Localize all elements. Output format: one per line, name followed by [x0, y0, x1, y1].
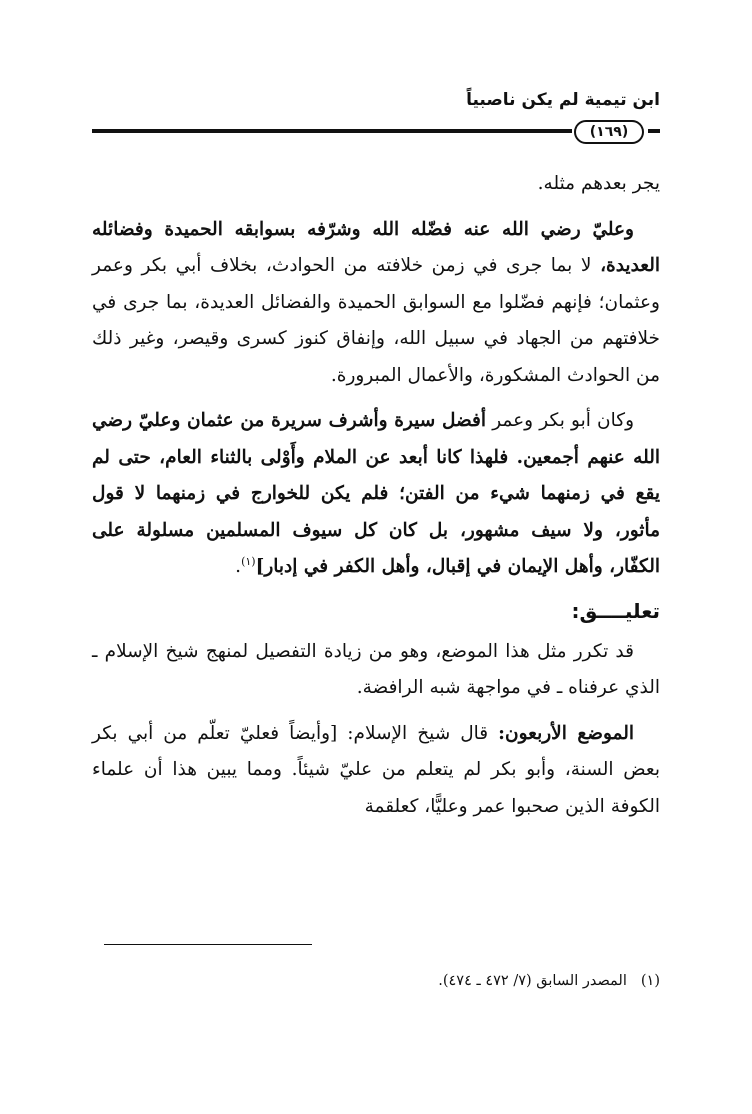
paragraph-3 — [92, 403, 660, 586]
paragraph-2 — [92, 212, 660, 395]
footnote — [438, 970, 660, 992]
page-number: (١٦٩) — [574, 120, 644, 144]
paragraph-1-text: يجر بعدهم مثله. — [537, 173, 660, 194]
header-rule-line — [92, 129, 572, 133]
header-rule-stub — [648, 129, 660, 133]
body-text — [92, 166, 660, 825]
paragraph-4 — [92, 634, 660, 707]
paragraph-3-lead: وكان أبو بكر وعمر — [486, 410, 635, 431]
paragraph-2-bold: وعليّ رضي الله عنه فضّله الله وشرّفه بسوابقه الحميدة وفضائله العديدة، — [92, 218, 660, 276]
footnote-reference[interactable]: (١) — [241, 554, 256, 568]
paragraph-5-bold: الموضع الأربعون: — [498, 722, 634, 744]
header-rule — [92, 120, 660, 142]
footnote-text: المصدر السابق (٧/ ٤٧٢ ـ ٤٧٤). — [438, 973, 627, 989]
paragraph-2-text: لا بما جرى في زمن خلافته من الحوادث، بخلاف أبي بكر وعمر وعثمان؛ فإنهم فضّلوا مع السوابق الحميدة والفضائل العديدة، بما جرى في خلافتهم من الجهاد في سبيل الله، وإنفاق كنوز كسرى وقيصر، وغير ذلك من الحوادث المشكورة، والأعمال المبرورة. — [92, 255, 660, 386]
running-title: ابن تيمية لم يكن ناصبياً — [466, 90, 660, 110]
paragraph-1 — [92, 166, 660, 203]
paragraph-3-bold: أفضل سيرة وأشرف سريرة من عثمان وعليّ رضي الله عنهم أجمعين. فلهذا كانا أبعد عن الملام وأَوْلى بالثناء العام، حتى لم يقع في زمنهما شيء من الفتن؛ فلم يكن للخوارج في زمنهما لا قول مأثور، ولا سيف مشهور، بل كان كل سيوف المسلمين مسلولة على الكفّار، وأهل الإيمان في إقبال، وأهل الكفر في إدبار] — [92, 410, 660, 577]
paragraph-5-text: قال شيخ الإسلام: [وأيضاً فعليّ تعلّم من أبي بكر بعض السنة، وأبو بكر لم يتعلم من عليّ شيئاً. ومما يبين هذا أن علماء الكوفة الذين صحبوا عمر وعليًّا، كعلقمة — [92, 722, 660, 817]
footnote-rule — [104, 944, 312, 945]
paragraph-4-text: قد تكرر مثل هذا الموضع، وهو من زيادة التفصيل لمنهج شيخ الإسلام ـ الذي عرفناه ـ في مواجهة شبه الرافضة. — [92, 640, 660, 698]
section-heading: تعليــــق: — [571, 598, 660, 623]
paragraph-5 — [92, 716, 660, 826]
paragraph-3-end: . — [235, 556, 242, 577]
footnote-number: (١) — [640, 973, 660, 989]
